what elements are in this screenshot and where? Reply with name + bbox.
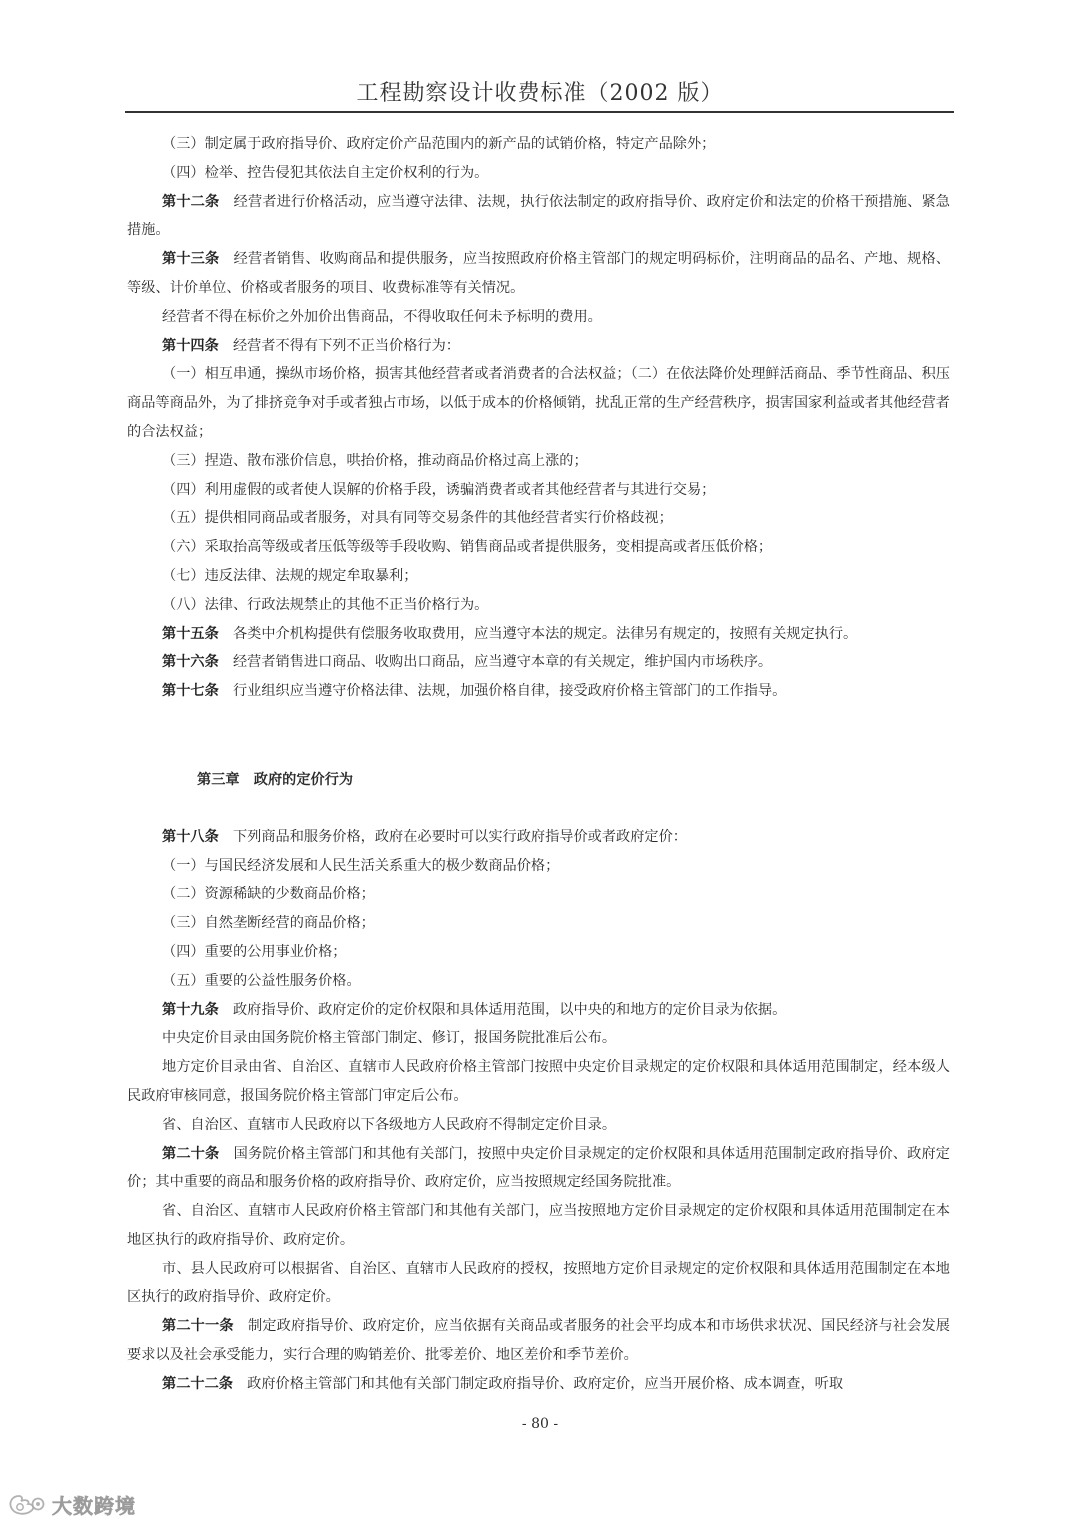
article-paragraph [127,620,950,649]
article-paragraph [127,996,950,1025]
article-number: 第十八条 [162,828,219,845]
body-paragraph [127,852,950,881]
paragraph-text: （三）制定属于政府指导价、政府定价产品范围内的新产品的试销价格，特定产品除外； [162,136,716,152]
chapter-title: 政府的定价行为 [253,771,354,788]
body-paragraph [127,1197,950,1255]
body-paragraph [127,130,950,159]
body-paragraph [127,562,950,591]
body-paragraph [127,1255,950,1313]
chapter-heading [127,766,950,795]
paragraph-text: 省、自治区、直辖市人民政府以下各级地方人民政府不得制定定价目录。 [162,1116,617,1133]
article-number: 第十七条 [162,683,219,700]
body-paragraph [127,504,950,533]
article-paragraph [127,648,950,677]
body-paragraph [127,360,950,446]
paragraph-text: 经营者销售进口商品、收购出口商品，应当遵守本章的有关规定，维护国内市场秩序。 [232,654,773,671]
header-divider [125,111,954,113]
article-number: 第二十一条 [162,1318,234,1335]
paragraph-text: （三）自然垄断经营的商品价格； [162,915,375,932]
paragraph-text: （一）相互串通，操纵市场价格，损害其他经营者或者消费者的合法权益；（二）在依法降价处理鲜活商品、季节性商品、积压商品等商品外，为了排挤竞争对手或者独占市场，以低于成本的价格倾销，扰乱正常的生产经营秩序，损害国家利益或者其他经营者的合法权益； [127,366,950,440]
paragraph-text: 下列商品和服务价格，政府在必要时可以实行政府指导价或者政府定价： [232,828,687,845]
article-number: 第十四条 [162,337,219,354]
article-number: 第十九条 [162,1001,219,1018]
paragraph-text: 国务院价格主管部门和其他有关部门，按照中央定价目录规定的定价权限和具体适用范围制定政府指导价、政府定价；其中重要的商品和服务价格的政府指导价、政府定价，应当按照规定经国务院批准。 [127,1145,950,1191]
article-number: 第十三条 [162,251,220,268]
body-paragraph [127,533,950,562]
watermark-text: 大数跨境 [52,1493,136,1518]
article-number: 第十二条 [162,193,220,210]
paragraph-text: （五）重要的公益性服务价格。 [162,972,361,989]
weibo-style-logo-icon [6,1491,48,1517]
paragraph-text: （五）提供相同商品或者服务，对具有同等交易条件的其他经营者实行价格歧视； [162,510,673,527]
body-paragraph [127,1111,950,1140]
paragraph-text: 行业组织应当遵守价格法律、法规，加强价格自律，接受政府价格主管部门的工作指导。 [232,683,787,700]
document-body [127,130,950,1399]
watermark [6,1490,136,1518]
paragraph-text: （四）重要的公用事业价格； [162,943,347,960]
body-paragraph [127,591,950,620]
paragraph-text: 各类中介机构提供有偿服务收取费用，应当遵守本法的规定。法律另有规定的，按照有关规定执行。 [232,625,858,642]
paragraph-text: 地方定价目录由省、自治区、直辖市人民政府价格主管部门按照中央定价目录规定的定价权限和具体适用范围制定，经本级人民政府审核同意，报国务院价格主管部门审定后公布。 [127,1059,950,1104]
paragraph-text: 制定政府指导价、政府定价，应当依据有关商品或者服务的社会平均成本和市场供求状况、国民经济与社会发展要求以及社会承受能力，实行合理的购销差价、批零差价、地区差价和季节差价。 [127,1318,950,1364]
section-articles-18-22 [127,823,950,1399]
paragraph-text: 中央定价目录由国务院价格主管部门制定、修订，报国务院批准后公布。 [162,1030,617,1047]
paragraph-text: （三）捏造、散布涨价信息，哄抬价格，推动商品价格过高上涨的； [162,452,588,469]
article-paragraph [127,1370,950,1399]
article-paragraph [127,1140,950,1198]
article-number: 第二十条 [162,1145,220,1162]
article-paragraph [127,677,950,706]
body-paragraph [127,967,950,996]
paragraph-text: 经营者进行价格活动，应当遵守法律、法规，执行依法制定的政府指导价、政府定价和法定的价格干预措施、紧急措施。 [127,193,950,239]
paragraph-text: （七）违反法律、法规的规定牟取暴利； [162,567,418,584]
body-paragraph [127,1053,950,1111]
article-paragraph [127,245,950,303]
chapter-number: 第三章 [197,771,240,788]
body-paragraph [127,1024,950,1053]
section-articles-12-17 [127,130,950,706]
paragraph-text: （八）法律、行政法规禁止的其他不正当价格行为。 [162,596,489,613]
paragraph-text: 省、自治区、直辖市人民政府价格主管部门和其他有关部门，应当按照地方定价目录规定的定价权限和具体适用范围制定在本地区执行的政府指导价、政府定价。 [127,1203,950,1248]
paragraph-text: 经营者销售、收购商品和提供服务，应当按照政府价格主管部门的规定明码标价，注明商品的品名、产地、规格、等级、计价单位、价格或者服务的项目、收费标准等有关情况。 [127,251,950,296]
article-paragraph [127,1312,950,1370]
body-paragraph [127,909,950,938]
paragraph-text: 经营者不得在标价之外加价出售商品，不得收取任何未予标明的费用。 [162,308,602,325]
body-paragraph [127,880,950,909]
article-number: 第十六条 [162,654,219,671]
body-paragraph [127,938,950,967]
paragraph-text: （四）利用虚假的或者使人误解的价格手段，诱骗消费者或者其他经营者与其进行交易； [162,481,716,498]
paragraph-text: （一）与国民经济发展和人民生活关系重大的极少数商品价格； [162,857,560,874]
page-number: - 80 - [521,1416,559,1432]
body-paragraph [127,476,950,505]
paragraph-text: 政府价格主管部门和其他有关部门制定政府指导价、政府定价，应当开展价格、成本调查，听取 [247,1375,844,1392]
article-number: 第二十二条 [162,1375,233,1392]
paragraph-text: （二）资源稀缺的少数商品价格； [162,886,375,903]
article-paragraph [127,332,950,361]
article-paragraph [127,823,950,852]
paragraph-text: 政府指导价、政府定价的定价权限和具体适用范围，以中央的和地方的定价目录为依据。 [232,1001,787,1018]
paragraph-text: （六）采取抬高等级或者压低等级等手段收购、销售商品或者提供服务，变相提高或者压低价格； [162,539,773,556]
body-paragraph [127,159,950,188]
body-paragraph [127,303,950,332]
article-paragraph [127,188,950,246]
paragraph-text: 市、县人民政府可以根据省、自治区、直辖市人民政府的授权，按照地方定价目录规定的定价权限和具体适用范围制定在本地区执行的政府指导价、政府定价。 [127,1260,950,1306]
body-paragraph [127,447,950,476]
section-spacer [127,706,950,766]
section-spacer [127,795,950,823]
paragraph-text: （四）检举、控告侵犯其依法自主定价权利的行为。 [162,164,489,181]
paragraph-text: 经营者不得有下列不正当价格行为： [232,337,460,354]
page-header-title: 工程勘察设计收费标准（2002 版） [356,81,724,106]
article-number: 第十五条 [162,625,219,642]
